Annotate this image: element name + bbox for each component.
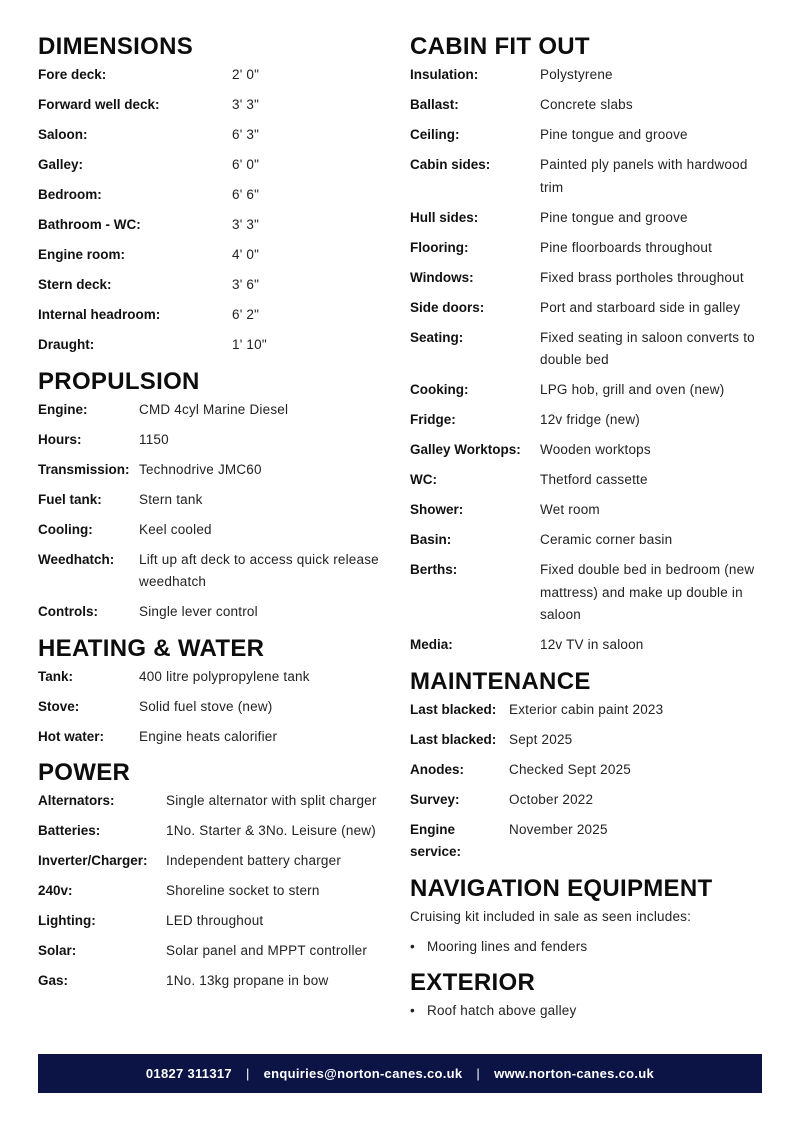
propulsion-list: [38, 399, 388, 624]
propulsion-section: [38, 365, 388, 624]
spec-row: [38, 64, 388, 87]
spec-value: Single lever control: [139, 604, 258, 619]
spec-row: [38, 154, 388, 177]
spec-value: 4' 0": [232, 247, 260, 262]
footer-separator: |: [245, 1066, 250, 1081]
spec-row: [38, 459, 388, 482]
spec-label: Draught:: [38, 337, 95, 352]
spec-value: 6' 3": [232, 127, 260, 142]
bullet-item: [410, 936, 770, 959]
spec-row: [410, 634, 770, 657]
left-column: [38, 30, 388, 1001]
spec-label: Alternators:: [38, 793, 115, 808]
spec-row: [38, 429, 388, 452]
spec-row: [38, 880, 388, 903]
spec-label: Weedhatch:: [38, 551, 115, 567]
cabin-fit-out-title: CABIN FIT OUT: [410, 33, 590, 60]
heating-water-section: [38, 632, 388, 749]
spec-value: CMD 4cyl Marine Diesel: [139, 401, 289, 417]
maintenance-title: MAINTENANCE: [410, 667, 591, 695]
maintenance-list: [410, 699, 770, 864]
spec-row: [410, 267, 770, 290]
spec-value: Checked Sept 2025: [509, 761, 631, 777]
spec-value: 1150: [139, 431, 169, 447]
spec-row: [410, 559, 770, 627]
spec-value: Fixed brass portholes throughout: [540, 269, 744, 285]
spec-label: Flooring:: [410, 239, 469, 255]
spec-label: Windows:: [410, 269, 474, 285]
spec-label: Side doors:: [410, 299, 485, 315]
spec-label: Ballast:: [410, 97, 459, 112]
spec-value: November 2025: [509, 821, 608, 837]
spec-label: Insulation:: [410, 67, 479, 82]
spec-label: Cooling:: [38, 521, 93, 537]
spec-value: 400 litre polypropylene tank: [139, 668, 310, 684]
spec-value: 12v TV in saloon: [540, 637, 644, 652]
spec-label: Hull sides:: [410, 209, 479, 225]
cabin-fit-out-section: [410, 30, 770, 657]
bullet-item: [410, 1000, 770, 1023]
spec-label: WC:: [410, 472, 437, 487]
power-list: [38, 790, 388, 993]
spec-value: Pine tongue and groove: [540, 127, 688, 142]
spec-label: Seating:: [410, 329, 464, 345]
spec-value: Concrete slabs: [540, 97, 633, 112]
spec-value: 6' 6": [232, 187, 260, 202]
spec-value: Port and starboard side in galley: [540, 299, 741, 315]
spec-label: Internal headroom:: [38, 307, 161, 322]
spec-value: Independent battery charger: [166, 853, 342, 868]
spec-row: [38, 184, 388, 207]
spec-row: [38, 519, 388, 542]
spec-value: Thetford cassette: [540, 472, 648, 487]
spec-row: [38, 970, 388, 993]
spec-value: Single alternator with split charger: [166, 793, 377, 808]
spec-row: [410, 699, 770, 722]
heating-water-list: [38, 666, 388, 749]
bullet-text: Mooring lines and fenders: [427, 938, 588, 954]
website-link[interactable]: www.norton-canes.co.uk: [494, 1066, 655, 1081]
spec-row: [410, 94, 770, 117]
power-section: [38, 756, 388, 993]
spec-row: [38, 489, 388, 512]
dimensions-list: [38, 64, 388, 357]
spec-value: Pine floorboards throughout: [540, 239, 713, 255]
spec-label: Stern deck:: [38, 277, 112, 292]
spec-row: [38, 666, 388, 689]
email-link[interactable]: enquiries@norton-canes.co.uk: [263, 1066, 463, 1081]
spec-row: [410, 789, 770, 812]
spec-row: [38, 549, 388, 594]
spec-value: 3' 3": [232, 217, 260, 232]
spec-row: [38, 94, 388, 117]
spec-label: Galley:: [38, 157, 84, 172]
power-title: POWER: [38, 759, 131, 786]
spec-value: Exterior cabin paint 2023: [509, 701, 664, 717]
spec-value: Wet room: [540, 502, 600, 517]
footer-separator: |: [476, 1066, 481, 1081]
spec-value: Shoreline socket to stern: [166, 883, 320, 898]
spec-label: Gas:: [38, 973, 69, 988]
spec-row: [38, 124, 388, 147]
spec-label: Anodes:: [410, 761, 464, 777]
spec-row: [38, 850, 388, 873]
exterior-section: [410, 966, 770, 1023]
spec-value: Fixed seating in saloon converts to double bed: [540, 329, 755, 367]
navigation-intro: Cruising kit included in sale as seen includes:: [410, 908, 692, 924]
spec-row: [410, 379, 770, 402]
spec-label: Transmission:: [38, 461, 130, 477]
spec-row: [410, 297, 770, 320]
spec-value: LED throughout: [166, 913, 264, 928]
exterior-bullets: [410, 1000, 770, 1023]
spec-value: Technodrive JMC60: [139, 461, 262, 477]
spec-value: Stern tank: [139, 491, 203, 507]
spec-row: [38, 820, 388, 843]
spec-label: Tank:: [38, 668, 74, 684]
spec-label: Basin:: [410, 532, 452, 547]
spec-value: Lift up aft deck to access quick release weedhatch: [139, 551, 379, 589]
spec-row: [38, 790, 388, 813]
spec-label: Engine:: [38, 401, 88, 417]
spec-label: Controls:: [38, 604, 98, 619]
phone-link[interactable]: 01827 311317: [145, 1066, 232, 1081]
spec-row: [410, 207, 770, 230]
contact-footer: [38, 1054, 762, 1093]
spec-label: Batteries:: [38, 823, 101, 838]
navigation-bullets: [410, 936, 770, 959]
spec-row: [410, 499, 770, 522]
spec-value: 1No. 13kg propane in bow: [166, 973, 329, 988]
spec-value: Polystyrene: [540, 67, 613, 82]
spec-label: Berths:: [410, 562, 458, 577]
spec-label: Fridge:: [410, 412, 456, 427]
spec-row: [38, 274, 388, 297]
spec-label: Last blacked:: [410, 731, 497, 747]
spec-label: Bedroom:: [38, 187, 102, 202]
spec-label: Hot water:: [38, 728, 105, 744]
exterior-title: EXTERIOR: [410, 969, 536, 996]
spec-label: Saloon:: [38, 127, 88, 142]
spec-label: Solar:: [38, 943, 77, 958]
bullet-dot-icon: •: [410, 938, 415, 954]
spec-row: [410, 327, 770, 372]
spec-row: [38, 334, 388, 357]
spec-row: [38, 910, 388, 933]
navigation-equipment-section: [410, 872, 770, 959]
spec-row: [410, 154, 770, 199]
spec-value: 3' 3": [232, 97, 260, 112]
spec-value: 3' 6": [232, 277, 260, 292]
spec-value: Keel cooled: [139, 521, 212, 537]
spec-label: Media:: [410, 637, 453, 652]
right-column: [410, 30, 770, 1031]
spec-value: 2' 0": [232, 67, 260, 82]
spec-value: Painted ply panels with hardwood trim: [540, 157, 748, 195]
spec-label: Engine room:: [38, 247, 125, 262]
spec-value: Pine tongue and groove: [540, 209, 688, 225]
spec-value: Solar panel and MPPT controller: [166, 943, 368, 958]
maintenance-section: [410, 665, 770, 864]
spec-value: LPG hob, grill and oven (new): [540, 382, 725, 397]
spec-row: [410, 409, 770, 432]
spec-label: Engine service:: [410, 821, 462, 859]
spec-label: Lighting:: [38, 913, 96, 928]
bullet-text: Roof hatch above galley: [427, 1003, 577, 1018]
spec-value: Wooden worktops: [540, 442, 651, 457]
navigation-equipment-title: NAVIGATION EQUIPMENT: [410, 874, 713, 902]
heating-water-title: HEATING & WATER: [38, 634, 265, 662]
spec-label: Shower:: [410, 502, 464, 517]
spec-label: Stove:: [38, 698, 80, 714]
spec-value: Engine heats calorifier: [139, 728, 278, 744]
spec-value: October 2022: [509, 791, 594, 807]
spec-label: Fuel tank:: [38, 491, 102, 507]
spec-row: [410, 64, 770, 87]
spec-label: Survey:: [410, 791, 460, 807]
spec-row: [410, 439, 770, 462]
spec-value: Solid fuel stove (new): [139, 698, 273, 714]
spec-row: [410, 124, 770, 147]
spec-label: Bathroom - WC:: [38, 217, 141, 232]
dimensions-section: [38, 30, 388, 357]
dimensions-title: DIMENSIONS: [38, 33, 194, 60]
spec-row: [410, 529, 770, 552]
spec-value: 6' 2": [232, 307, 260, 322]
spec-label: Fore deck:: [38, 67, 107, 82]
spec-value: Fixed double bed in bedroom (new mattress) and make up double in saloon: [540, 562, 755, 622]
spec-label: Inverter/Charger:: [38, 853, 148, 868]
spec-value: 6' 0": [232, 157, 260, 172]
spec-row: [38, 940, 388, 963]
spec-label: Last blacked:: [410, 701, 497, 717]
bullet-dot-icon: •: [410, 1003, 415, 1018]
propulsion-title: PROPULSION: [38, 367, 200, 395]
spec-row: [410, 759, 770, 782]
spec-value: 1' 10": [232, 337, 267, 352]
spec-label: Cabin sides:: [410, 157, 491, 172]
spec-row: [38, 601, 388, 624]
cabin-fit-out-list: [410, 64, 770, 657]
spec-row: [410, 819, 770, 864]
spec-label: Forward well deck:: [38, 97, 160, 112]
spec-row: [410, 729, 770, 752]
spec-label: Ceiling:: [410, 127, 460, 142]
spec-row: [410, 469, 770, 492]
spec-row: [38, 726, 388, 749]
spec-value: Sept 2025: [509, 731, 573, 747]
spec-label: 240v:: [38, 883, 73, 898]
spec-row: [38, 214, 388, 237]
spec-label: Hours:: [38, 431, 82, 447]
spec-label: Cooking:: [410, 382, 469, 397]
spec-row: [38, 696, 388, 719]
spec-label: Galley Worktops:: [410, 442, 521, 457]
spec-row: [38, 399, 388, 422]
spec-value: 12v fridge (new): [540, 412, 640, 427]
spec-row: [410, 237, 770, 260]
spec-row: [38, 244, 388, 267]
spec-value: Ceramic corner basin: [540, 532, 673, 547]
spec-value: 1No. Starter & 3No. Leisure (new): [166, 823, 376, 838]
spec-row: [38, 304, 388, 327]
